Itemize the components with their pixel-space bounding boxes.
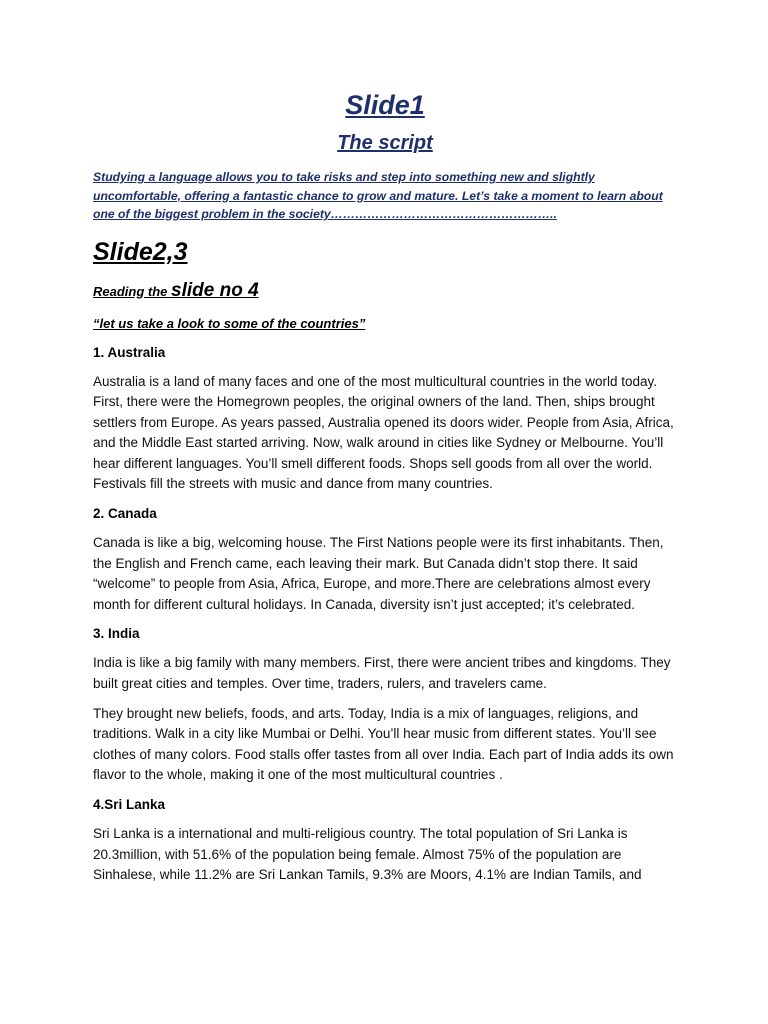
section-sri-lanka [93, 795, 677, 886]
section-india [93, 624, 677, 786]
slide23-title: Slide2,3 [93, 237, 188, 266]
section-paragraph: Australia is a land of many faces and one of the most multicultural countries in the world today. First, there were the Homegrown peoples, the original owners of the land. Then, ships brought settlers from Europe. As years passed, Australia opened its doors wider. People from Asia, Africa, and the Middle East started arriving. Now, walk around in cities like Sydney or Melbourne. You’ll hear different languages. You’ll smell different foods. Shops sell goods from all over the world. Festivals fill the streets with music and dance from many countries. [93, 373, 674, 492]
section-heading: 1. Australia [93, 344, 166, 360]
section-australia [93, 343, 677, 496]
countries-quote: “let us take a look to some of the countries” [93, 315, 366, 331]
section-canada [93, 504, 677, 615]
reading-line [93, 278, 677, 305]
section-heading: 2. Canada [93, 506, 157, 522]
section-paragraph: Canada is like a big, welcoming house. The First Nations people were its first inhabitants. Then, the English and French came, each leaving their mark. But Canada didn’t stop there. It said “welcome” to people from Asia, Africa, Europe, and more.There are celebrations almost every month for different cultural holidays. In Canada, diversity isn’t just accepted; it’s celebrated. [93, 535, 664, 612]
section-paragraph: Sri Lanka is a international and multi-religious country. The total population of Sri Lanka is 20.3million, with 51.6% of the population being female. Almost 75% of the population are Sinhalese, while 11.2% are Sri Lankan Tamils, 9.3% are Moors, 4.1% are Indian Tamils, and [93, 826, 642, 883]
document-body [93, 88, 677, 895]
reading-slide-number: slide no 4 [171, 279, 259, 301]
section-heading: 4.Sri Lanka [93, 797, 166, 812]
section-paragraph: India is like a big family with many members. First, there were ancient tribes and kingdoms. They built great cities and temples. Over time, traders, rulers, and travelers came. [93, 655, 671, 692]
script-title: The script [337, 132, 433, 154]
intro-paragraph: Studying a language allows you to take risks and step into something new and slightly uncomfortable, offering a fantastic chance to grow and mature. Let’s take a moment to learn about one of the biggest problem in the society……………………………………………….. [93, 170, 663, 221]
section-paragraph: They brought new beliefs, foods, and arts. Today, India is a mix of languages, religions, and traditions. Walk in a city like Mumbai or Delhi. You’ll hear music from different states. You’ll see clothes of many colors. Food stalls offer tastes from all over India. Each part of India adds its own flavor to the whole, making it one of the most multicultural countries . [93, 705, 674, 783]
reading-prefix: Reading the [93, 283, 172, 299]
section-heading: 3. India [93, 626, 140, 642]
slide1-title: Slide1 [345, 90, 425, 120]
